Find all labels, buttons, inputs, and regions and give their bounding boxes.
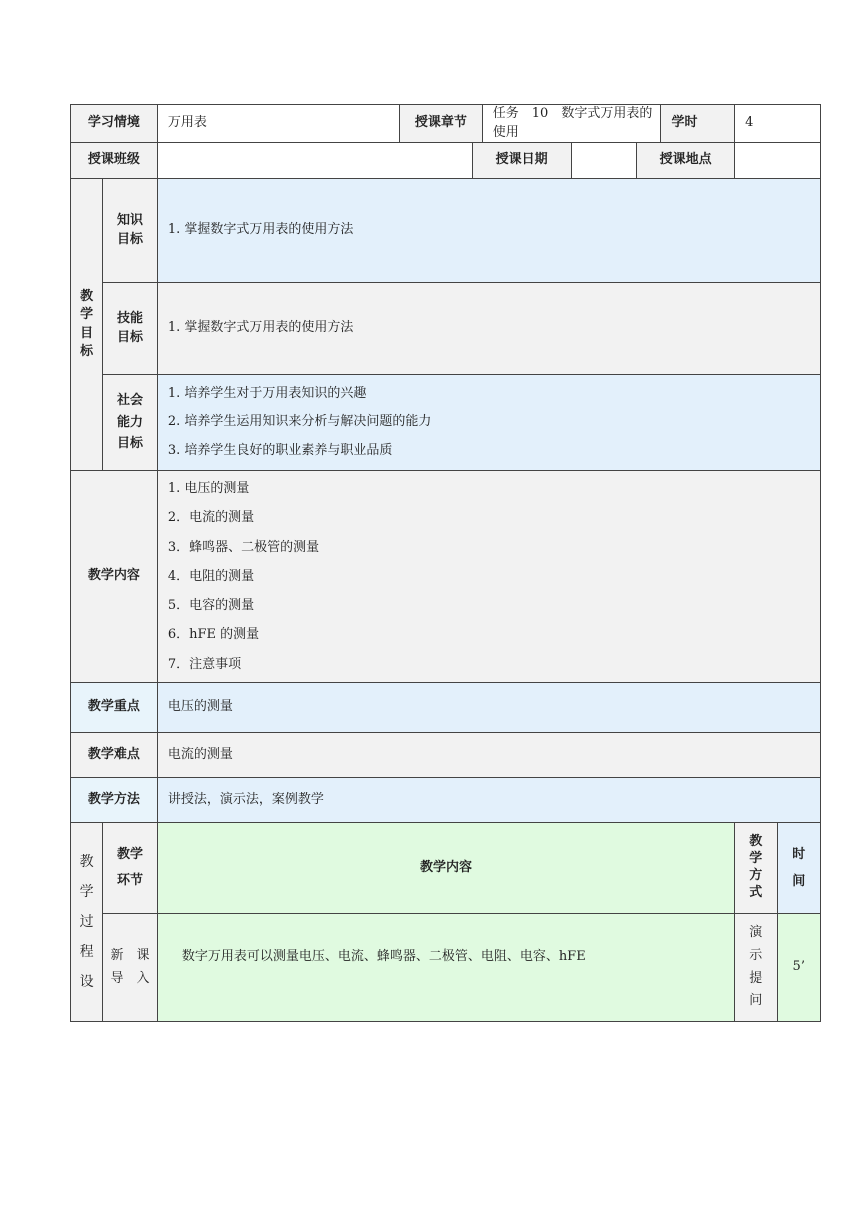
process-group-char: 教	[79, 853, 94, 870]
phase-header-line: 教学	[117, 847, 144, 862]
content-list	[157, 471, 820, 683]
scenario-label: 学习情境	[71, 105, 158, 143]
date-value	[571, 143, 637, 179]
time-header-char: 间	[792, 874, 806, 889]
time-header-char: 时	[792, 846, 806, 862]
difficulty-label: 教学难点	[71, 733, 158, 778]
way-header-char: 方	[749, 868, 763, 883]
process-group-label	[71, 823, 103, 1022]
process-time-header	[777, 823, 821, 914]
process-way-cell	[735, 914, 777, 1022]
content-item: 7．注意事项	[167, 656, 242, 672]
skill-objective-label	[103, 283, 158, 375]
process-phase-cell	[103, 914, 158, 1022]
social-label-line: 社会	[117, 393, 144, 409]
knowledge-objective-label	[103, 179, 158, 283]
social-objective-item: 2. 培养学生运用知识来分析与解决问题的能力	[167, 414, 432, 430]
process-group-char: 设	[79, 974, 94, 991]
process-group-char: 程	[79, 944, 94, 961]
date-label: 授课日期	[472, 143, 571, 179]
process-group-char: 学	[79, 883, 94, 900]
objectives-group-char: 教	[80, 289, 94, 305]
content-item: 1. 电压的测量	[167, 481, 250, 497]
way-header-char: 式	[749, 884, 763, 900]
key-point-value: 电压的测量	[157, 683, 820, 733]
class-value	[157, 143, 472, 179]
objectives-group-char: 标	[80, 343, 94, 359]
knowledge-label-line: 目标	[117, 231, 144, 247]
process-content-cell: 数字万用表可以测量电压、电流、蜂鸣器、二极管、电阻、电容、hFE	[157, 914, 734, 1022]
content-item: 5．电容的测量	[167, 598, 255, 614]
place-label: 授课地点	[637, 143, 735, 179]
place-value	[735, 143, 821, 179]
knowledge-objective-item: 1. 掌握数字式万用表的使用方法	[167, 222, 354, 238]
objectives-group-label	[71, 179, 103, 471]
content-label: 教学内容	[71, 471, 158, 683]
objectives-group-char: 学	[80, 307, 94, 323]
process-time-cell: 5’	[777, 914, 821, 1022]
key-point-label: 教学重点	[71, 683, 158, 733]
skill-label-line: 技能	[117, 311, 144, 327]
process-content-header: 教学内容	[157, 823, 734, 914]
social-objective-item: 3. 培养学生良好的职业素养与职业品质	[167, 442, 393, 458]
content-item: 2．电流的测量	[167, 510, 255, 526]
social-objective-label	[103, 375, 158, 471]
objectives-group-char: 目	[80, 325, 94, 341]
social-objective-item: 1. 培养学生对于万用表知识的兴趣	[167, 385, 367, 401]
phase-header-line: 环节	[117, 873, 144, 888]
content-item: 6．hFE 的测量	[167, 627, 260, 643]
chapter-label: 授课章节	[400, 105, 483, 143]
scenario-value: 万用表	[157, 105, 399, 143]
lesson-plan-table	[70, 104, 821, 1022]
social-objective-content	[157, 375, 820, 471]
phase-line: 新 课	[110, 948, 150, 964]
way-header-char: 学	[749, 851, 763, 867]
method-label: 教学方法	[71, 778, 158, 823]
way-char: 演	[749, 925, 763, 940]
knowledge-objective-content	[157, 179, 820, 283]
hours-label: 学时	[661, 105, 735, 143]
phase-line: 导 入	[110, 970, 150, 986]
way-header-char: 教	[749, 834, 763, 850]
way-char: 提	[749, 970, 763, 986]
hours-value: 4	[735, 105, 821, 143]
skill-label-line: 目标	[117, 329, 144, 345]
class-label: 授课班级	[71, 143, 158, 179]
social-label-line: 目标	[117, 436, 144, 452]
social-label-line: 能力	[117, 414, 144, 430]
way-char: 示	[749, 947, 763, 963]
process-way-header	[735, 823, 777, 914]
skill-objective-content	[157, 283, 820, 375]
content-item: 4．电阻的测量	[167, 568, 255, 584]
way-char: 问	[749, 993, 763, 1009]
method-value: 讲授法，演示法，案例教学	[157, 778, 820, 823]
process-group-char: 过	[79, 913, 94, 930]
chapter-value: 任务 10 数字式万用表的使用	[482, 105, 661, 143]
process-phase-header	[103, 823, 158, 914]
skill-objective-item: 1. 掌握数字式万用表的使用方法	[167, 320, 354, 336]
difficulty-value: 电流的测量	[157, 733, 820, 778]
content-item: 3．蜂鸣器、二极管的测量	[167, 539, 320, 555]
knowledge-label-line: 知识	[117, 213, 144, 229]
